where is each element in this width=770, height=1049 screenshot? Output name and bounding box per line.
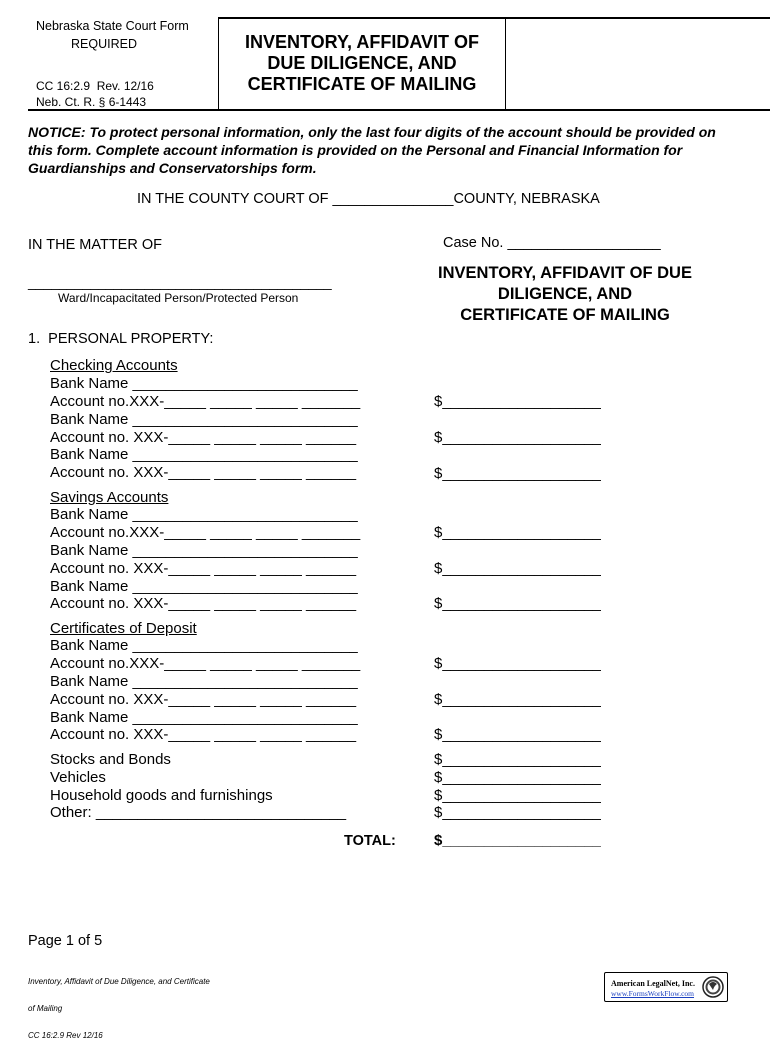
privacy-notice: NOTICE: To protect personal information, only the last four digits of the account should be provided on this form. Complete account information is provided on the Personal and Financial Information for Guardianships and Conservatorships form. <box>28 124 716 176</box>
bank-name-field[interactable]: Bank Name ___________________________ <box>50 673 358 690</box>
checking-accounts-heading: Checking Accounts <box>50 357 178 374</box>
amount-field[interactable]: $___________________ <box>434 524 601 541</box>
bank-name-field[interactable]: Bank Name ___________________________ <box>50 542 358 559</box>
bank-name-field[interactable]: Bank Name ___________________________ <box>50 709 358 726</box>
header-divider-right <box>505 17 506 110</box>
footer-line: Inventory, Affidavit of Due Diligence, and Certificate <box>28 977 210 986</box>
form-source-label: Nebraska State Court Form <box>36 19 189 33</box>
amount-field[interactable]: $___________________ <box>434 751 601 768</box>
publisher-logo-icon <box>702 976 724 998</box>
bank-name-field[interactable]: Bank Name ___________________________ <box>50 506 358 523</box>
account-number-field[interactable]: Account no. XXX-_____ _____ _____ ______ <box>50 464 357 481</box>
amount-field[interactable]: $___________________ <box>434 393 601 410</box>
total-amount-field[interactable]: $___________________ <box>434 832 601 849</box>
footer-line: of Mailing <box>28 1004 63 1013</box>
account-number-field[interactable]: Account no.XXX-_____ _____ _____ _______ <box>50 524 361 541</box>
publisher-badge <box>604 972 728 1002</box>
bank-name-field[interactable]: Bank Name ___________________________ <box>50 578 358 595</box>
ward-caption: Ward/Incapacitated Person/Protected Person <box>58 291 299 305</box>
bank-name-field[interactable]: Bank Name ___________________________ <box>50 411 358 428</box>
bank-name-field[interactable]: Bank Name ___________________________ <box>50 637 358 654</box>
account-number-field[interactable]: Account no. XXX-_____ _____ _____ ______ <box>50 595 357 612</box>
account-number-field[interactable]: Account no. XXX-_____ _____ _____ ______ <box>50 560 357 577</box>
header-title-line: CERTIFICATE OF MAILING <box>247 74 477 94</box>
footer-line: CC 16:2.9 Rev 12/16 <box>28 1031 103 1040</box>
amount-field[interactable]: $___________________ <box>434 655 601 672</box>
header-title <box>228 32 496 95</box>
account-number-field[interactable]: Account no.XXX-_____ _____ _____ _______ <box>50 393 361 410</box>
other-items-field[interactable]: Other: ______________________________ <box>50 804 347 821</box>
account-number-field[interactable]: Account no.XXX-_____ _____ _____ _______ <box>50 655 361 672</box>
required-label: REQUIRED <box>71 37 137 51</box>
header-bottom-rule <box>28 109 770 111</box>
in-the-matter-label: IN THE MATTER OF <box>28 237 162 253</box>
amount-field[interactable]: $___________________ <box>434 429 601 446</box>
document-title-line: CERTIFICATE OF MAILING <box>460 306 670 324</box>
total-label: TOTAL: <box>344 833 396 849</box>
form-code-label: CC 16:2.9 Rev. 12/16 <box>36 79 154 93</box>
personal-property-heading: 1. PERSONAL PROPERTY: <box>28 331 214 347</box>
header-title-line: INVENTORY, AFFIDAVIT OF <box>244 32 479 52</box>
bank-name-field[interactable]: Bank Name ___________________________ <box>50 446 358 463</box>
court-rule-label: Neb. Ct. R. § 6-1443 <box>36 95 147 109</box>
header-title-line: DUE DILIGENCE, AND <box>267 53 457 73</box>
stocks-and-bonds-label: Stocks and Bonds <box>50 751 171 768</box>
amount-field[interactable]: $___________________ <box>434 804 601 821</box>
account-number-field[interactable]: Account no. XXX-_____ _____ _____ ______ <box>50 726 357 743</box>
amount-field[interactable]: $___________________ <box>434 691 601 708</box>
amount-field[interactable]: $___________________ <box>434 769 601 786</box>
amount-field[interactable]: $___________________ <box>434 595 601 612</box>
ward-name-field[interactable]: _______________________________________ <box>28 274 332 290</box>
document-title <box>420 263 710 326</box>
amount-field[interactable]: $___________________ <box>434 787 601 804</box>
account-number-field[interactable]: Account no. XXX-_____ _____ _____ ______ <box>50 429 357 446</box>
certificates-of-deposit-heading: Certificates of Deposit <box>50 620 197 637</box>
page-number: Page 1 of 5 <box>28 933 103 949</box>
amount-field[interactable]: $___________________ <box>434 560 601 577</box>
bank-name-field[interactable]: Bank Name ___________________________ <box>50 375 358 392</box>
vehicles-label: Vehicles <box>50 769 106 786</box>
case-number-field[interactable]: Case No. ___________________ <box>443 235 661 251</box>
footer-document-name <box>28 959 210 1049</box>
amount-field[interactable]: $___________________ <box>434 726 601 743</box>
court-line: IN THE COUNTY COURT OF _______________COUNTY, NEBRASKA <box>137 191 600 207</box>
savings-accounts-heading: Savings Accounts <box>50 489 169 506</box>
document-title-line: INVENTORY, AFFIDAVIT OF DUE <box>438 264 692 282</box>
document-title-line: DILIGENCE, AND <box>497 285 633 303</box>
amount-field[interactable]: $___________________ <box>434 465 601 482</box>
header-top-rule <box>219 17 770 19</box>
publisher-url[interactable]: www.FormsWorkFlow.com <box>611 989 695 998</box>
account-number-field[interactable]: Account no. XXX-_____ _____ _____ ______ <box>50 691 357 708</box>
publisher-name: American LegalNet, Inc. <box>611 979 695 988</box>
household-goods-label: Household goods and furnishings <box>50 787 273 804</box>
header-divider-left <box>218 17 219 110</box>
